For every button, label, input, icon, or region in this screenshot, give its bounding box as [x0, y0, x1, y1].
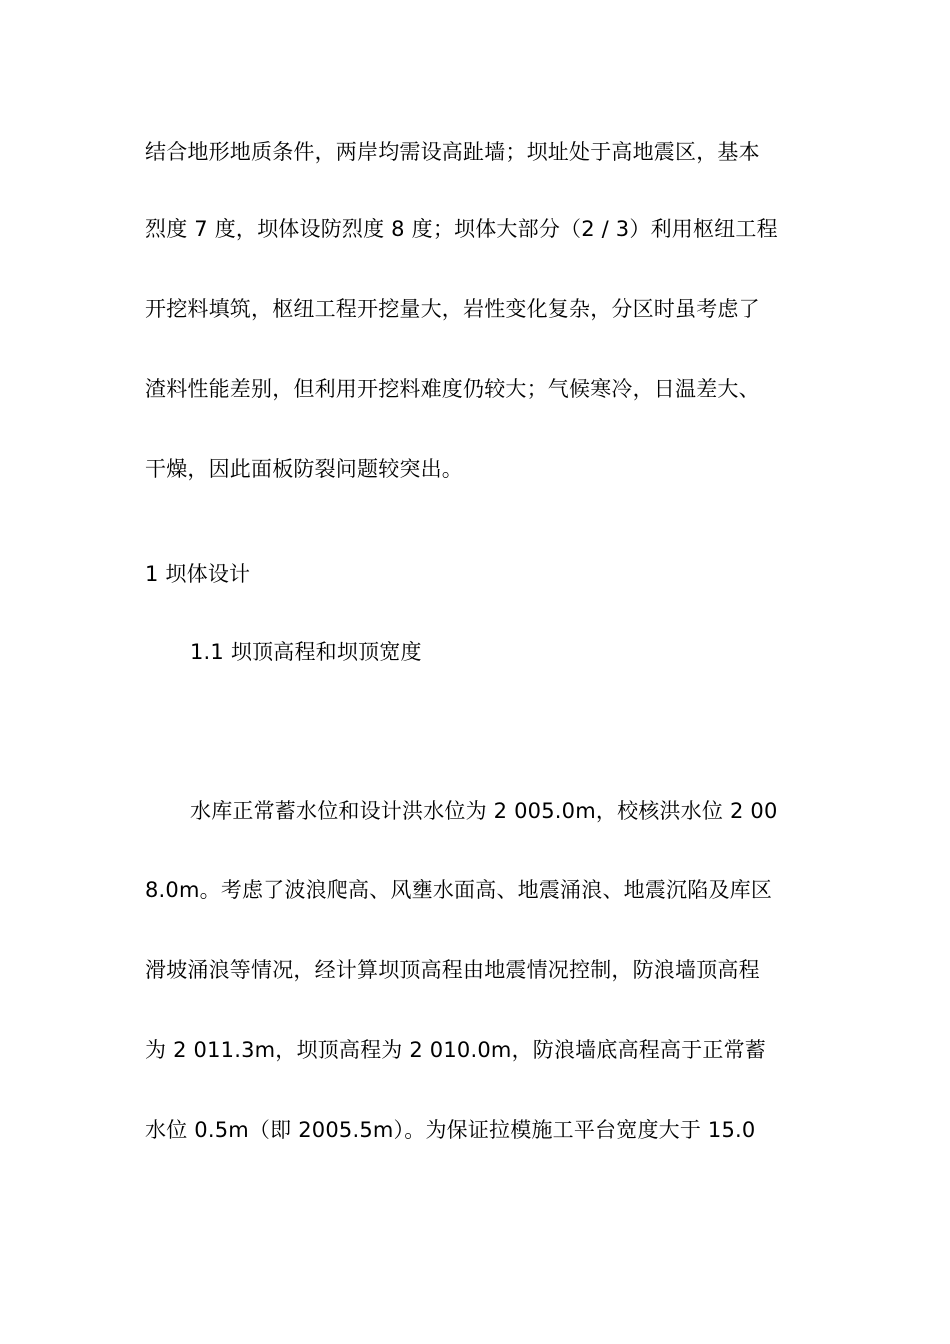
text-line: 水库正常蓄水位和设计洪水位为 2 005.0m，校核洪水位 2 00	[190, 799, 778, 823]
subsection-heading: 1.1 坝顶高程和坝顶宽度	[190, 640, 422, 664]
text-line: 水位 0.5m（即 2005.5m）。为保证拉模施工平台宽度大于 15.0	[145, 1118, 756, 1142]
text-line: 渣料性能差别，但利用开挖料难度仍较大；气候寒冷，日温差大、	[145, 377, 760, 401]
text-line: 烈度 7 度，坝体设防烈度 8 度；坝体大部分（2 / 3）利用枢纽工程	[145, 217, 778, 241]
text-line: 开挖料填筑，枢纽工程开挖量大，岩性变化复杂，分区时虽考虑了	[145, 297, 760, 321]
section-heading: 1 坝体设计	[145, 562, 251, 586]
text-line: 滑坡涌浪等情况，经计算坝顶高程由地震情况控制，防浪墙顶高程	[145, 958, 760, 982]
text-line: 为 2 011.3m，坝顶高程为 2 010.0m，防浪墙底高程高于正常蓄	[145, 1038, 766, 1062]
text-line: 干燥，因此面板防裂问题较突出。	[145, 457, 463, 481]
text-line: 结合地形地质条件，两岸均需设高趾墙；坝址处于高地震区，基本	[145, 140, 760, 164]
text-line: 8.0m。考虑了波浪爬高、风壅水面高、地震涌浪、地震沉陷及库区	[145, 878, 773, 902]
